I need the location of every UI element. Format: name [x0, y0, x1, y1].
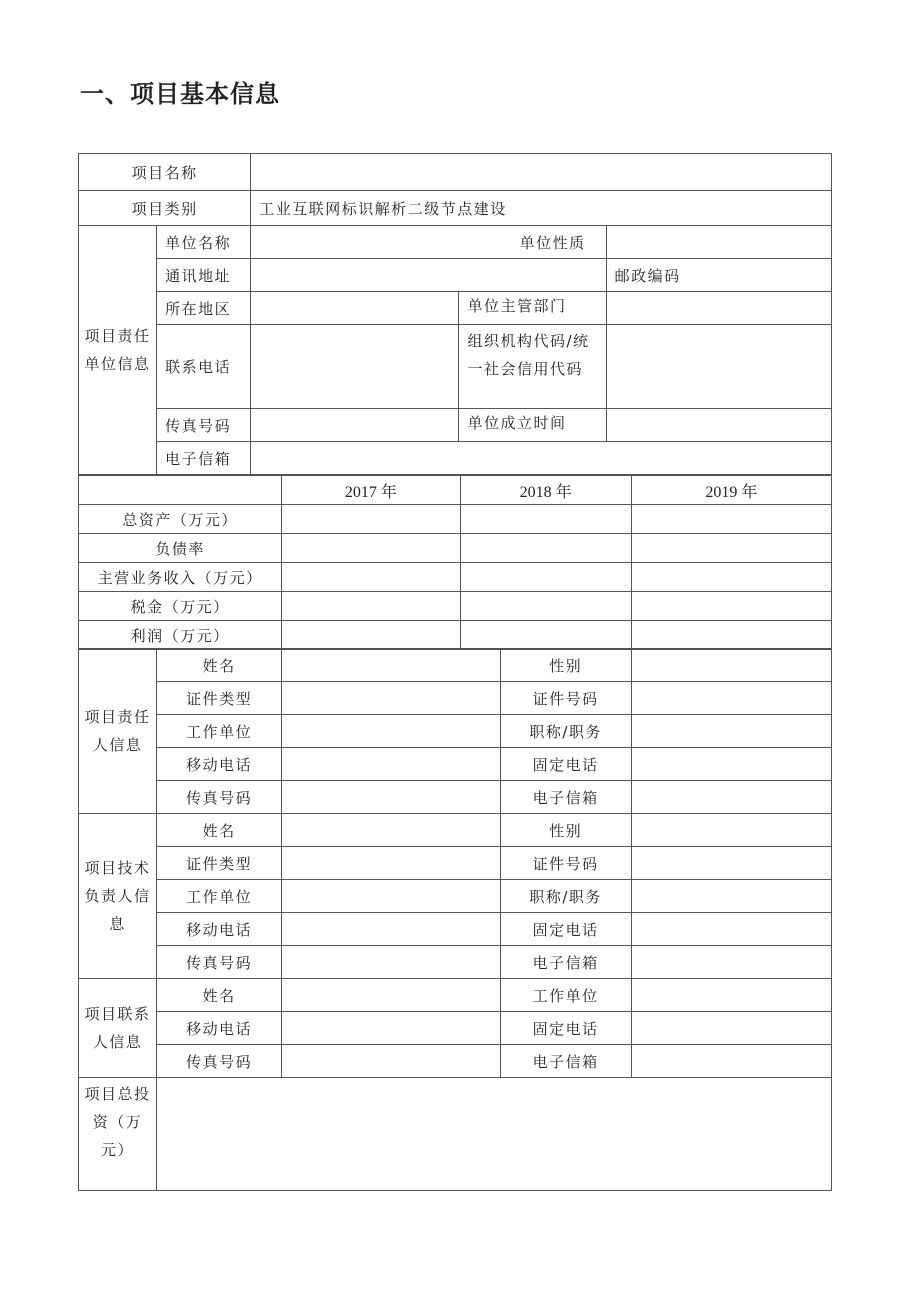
- fax-field[interactable]: [251, 409, 459, 442]
- finance-row: [79, 563, 832, 592]
- finance-cell[interactable]: [460, 621, 631, 650]
- postcode-label: 邮政编码: [606, 259, 831, 292]
- founded-label: 单位成立时间: [459, 409, 606, 442]
- address-row: [79, 259, 832, 292]
- finance-header-row: [79, 476, 832, 505]
- contact-group-label: 项目联系人信息: [79, 979, 157, 1078]
- email-row: [79, 442, 832, 475]
- project-name-row: [79, 154, 832, 191]
- finance-cell[interactable]: [282, 563, 460, 592]
- tech-name-field[interactable]: [282, 814, 500, 847]
- address-label: 通讯地址: [157, 259, 251, 292]
- tech-id-type-label: 证件类型: [157, 847, 282, 880]
- leader-fax-field[interactable]: [282, 781, 500, 814]
- tech-landline-label: 固定电话: [500, 913, 631, 946]
- org-code-field[interactable]: [606, 325, 831, 409]
- tax-label: 税金（万元）: [79, 592, 282, 621]
- leader-row: [79, 715, 832, 748]
- leader-title-label: 职称/职务: [500, 715, 631, 748]
- leader-gender-label: 性别: [500, 649, 631, 682]
- tech-row: [79, 847, 832, 880]
- tech-workplace-field[interactable]: [282, 880, 500, 913]
- tech-row: [79, 913, 832, 946]
- tech-fax-field[interactable]: [282, 946, 500, 979]
- finance-cell[interactable]: [631, 592, 831, 621]
- tech-gender-label: 性别: [500, 814, 631, 847]
- tech-title-label: 职称/职务: [500, 880, 631, 913]
- investment-label: 项目总投资（万元）: [79, 1078, 157, 1191]
- finance-table: [78, 476, 832, 650]
- people-table: [78, 649, 832, 1191]
- leader-mobile-label: 移动电话: [157, 748, 282, 781]
- main-revenue-label: 主营业务收入（万元）: [79, 563, 282, 592]
- project-name-field[interactable]: [251, 154, 832, 191]
- fax-row: [79, 409, 832, 442]
- finance-cell[interactable]: [460, 592, 631, 621]
- profit-label: 利润（万元）: [79, 621, 282, 650]
- contact-email-field[interactable]: [631, 1045, 831, 1078]
- total-assets-label: 总资产（万元）: [79, 505, 282, 534]
- tech-name-label: 姓名: [157, 814, 282, 847]
- leader-workplace-label: 工作单位: [157, 715, 282, 748]
- department-field[interactable]: [606, 292, 831, 325]
- year-2019: 2019 年: [631, 476, 831, 505]
- fax-label: 传真号码: [157, 409, 251, 442]
- leader-id-type-label: 证件类型: [157, 682, 282, 715]
- contact-row: [79, 1045, 832, 1078]
- finance-cell[interactable]: [631, 534, 831, 563]
- contact-fax-label: 传真号码: [157, 1045, 282, 1078]
- project-category-value[interactable]: 工业互联网标识解析二级节点建设: [251, 191, 832, 226]
- finance-cell[interactable]: [631, 563, 831, 592]
- tech-email-label: 电子信箱: [500, 946, 631, 979]
- tech-row: [79, 880, 832, 913]
- finance-cell[interactable]: [282, 505, 460, 534]
- leader-name-field[interactable]: [282, 649, 500, 682]
- tech-id-type-field[interactable]: [282, 847, 500, 880]
- region-field[interactable]: [251, 292, 459, 325]
- finance-row: [79, 534, 832, 563]
- project-category-label: 项目类别: [79, 191, 251, 226]
- unit-info-table: [78, 153, 832, 475]
- finance-row: [79, 505, 832, 534]
- email-label: 电子信箱: [157, 442, 251, 475]
- tech-row: [79, 946, 832, 979]
- tech-id-no-field[interactable]: [631, 847, 831, 880]
- tech-gender-field[interactable]: [631, 814, 831, 847]
- tech-fax-label: 传真号码: [157, 946, 282, 979]
- unit-name-row: [79, 226, 832, 259]
- department-label: 单位主管部门: [459, 292, 606, 325]
- leader-name-label: 姓名: [157, 649, 282, 682]
- investment-row: [79, 1078, 832, 1191]
- page-title: 一、项目基本信息: [80, 80, 280, 108]
- unit-group-label: 项目责任单位信息: [79, 226, 157, 475]
- phone-label: 联系电话: [157, 325, 251, 409]
- founded-field[interactable]: [606, 409, 831, 442]
- finance-cell[interactable]: [282, 534, 460, 563]
- leader-id-no-label: 证件号码: [500, 682, 631, 715]
- leader-title-field[interactable]: [631, 715, 831, 748]
- leader-row: [79, 682, 832, 715]
- contact-workplace-label: 工作单位: [500, 979, 631, 1012]
- contact-row: [79, 1012, 832, 1045]
- unit-nature-field[interactable]: [606, 226, 831, 259]
- investment-field[interactable]: [157, 1078, 832, 1191]
- region-label: 所在地区: [157, 292, 251, 325]
- phone-field[interactable]: [251, 325, 459, 409]
- leader-email-field[interactable]: [631, 781, 831, 814]
- contact-name-label: 姓名: [157, 979, 282, 1012]
- leader-landline-label: 固定电话: [500, 748, 631, 781]
- phone-row: [79, 325, 832, 409]
- contact-mobile-field[interactable]: [282, 1012, 500, 1045]
- tech-id-no-label: 证件号码: [500, 847, 631, 880]
- tech-mobile-label: 移动电话: [157, 913, 282, 946]
- debt-ratio-label: 负债率: [79, 534, 282, 563]
- finance-cell[interactable]: [631, 505, 831, 534]
- leader-id-type-field[interactable]: [282, 682, 500, 715]
- contact-name-field[interactable]: [282, 979, 500, 1012]
- project-category-row: [79, 191, 832, 226]
- leader-id-no-field[interactable]: [631, 682, 831, 715]
- unit-name-label: 单位名称: [157, 226, 251, 259]
- tech-landline-field[interactable]: [631, 913, 831, 946]
- leader-email-label: 电子信箱: [500, 781, 631, 814]
- finance-cell[interactable]: [631, 621, 831, 650]
- leader-gender-field[interactable]: [631, 649, 831, 682]
- finance-row: [79, 592, 832, 621]
- leader-row: [79, 649, 832, 682]
- finance-cell[interactable]: [282, 592, 460, 621]
- tech-mobile-field[interactable]: [282, 913, 500, 946]
- email-field[interactable]: [251, 442, 832, 475]
- unit-nature-label: 单位性质: [251, 226, 606, 259]
- tech-row: [79, 814, 832, 847]
- contact-mobile-label: 移动电话: [157, 1012, 282, 1045]
- tech-workplace-label: 工作单位: [157, 880, 282, 913]
- contact-row: [79, 979, 832, 1012]
- year-2018: 2018 年: [460, 476, 631, 505]
- tech-title-field[interactable]: [631, 880, 831, 913]
- region-row: [79, 292, 832, 325]
- tech-group-label: 项目技术负责人信息: [79, 814, 157, 979]
- contact-email-label: 电子信箱: [500, 1045, 631, 1078]
- leader-landline-field[interactable]: [631, 748, 831, 781]
- leader-row: [79, 781, 832, 814]
- contact-landline-field[interactable]: [631, 1012, 831, 1045]
- finance-cell[interactable]: [460, 534, 631, 563]
- leader-workplace-field[interactable]: [282, 715, 500, 748]
- tech-email-field[interactable]: [631, 946, 831, 979]
- contact-landline-label: 固定电话: [500, 1012, 631, 1045]
- finance-cell[interactable]: [460, 563, 631, 592]
- finance-cell[interactable]: [282, 621, 460, 650]
- leader-mobile-field[interactable]: [282, 748, 500, 781]
- contact-workplace-field[interactable]: [631, 979, 831, 1012]
- leader-fax-label: 传真号码: [157, 781, 282, 814]
- finance-row: [79, 621, 832, 650]
- contact-fax-field[interactable]: [282, 1045, 500, 1078]
- finance-corner: [79, 476, 282, 505]
- org-code-label: 组织机构代码/统一社会信用代码: [459, 325, 606, 409]
- leader-row: [79, 748, 832, 781]
- address-field[interactable]: [251, 259, 606, 292]
- project-name-label: 项目名称: [79, 154, 251, 191]
- leader-group-label: 项目责任人信息: [79, 649, 157, 814]
- finance-cell[interactable]: [460, 505, 631, 534]
- year-2017: 2017 年: [282, 476, 460, 505]
